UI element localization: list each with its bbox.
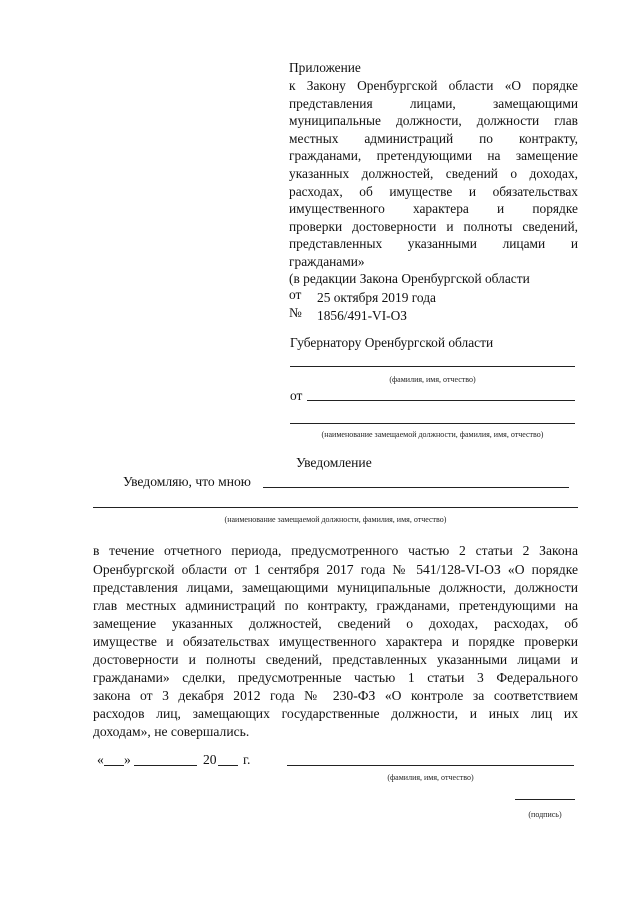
addressee-from-caption: (наименование замещаемой должности, фамилия, имя, отчество) bbox=[321, 430, 544, 439]
appendix-line: гражданами, претендующими на замещение bbox=[289, 148, 578, 164]
notice-body-last-line: доходам», не совершались. bbox=[93, 724, 250, 739]
appendix-line: указанных должностей, сведений о доходах, bbox=[289, 165, 578, 181]
addressee-from-label: от bbox=[290, 388, 303, 403]
date-open-quote: « bbox=[97, 752, 104, 767]
edition-number-prefix: № bbox=[289, 305, 302, 320]
date-year-suffix: г. bbox=[243, 752, 251, 767]
appendix-line: муниципальные должности, должности глав bbox=[289, 113, 578, 129]
date-year-blank bbox=[218, 765, 238, 766]
addressee-to: Губернатору Оренбургской области bbox=[290, 335, 494, 350]
signature-fio-line bbox=[287, 765, 574, 766]
appendix-line: представленных указанными лицами и bbox=[289, 236, 578, 252]
appendix-line: имущественного характера и порядке bbox=[289, 201, 578, 217]
signature-sign-caption: (подпись) bbox=[528, 810, 562, 819]
appendix-line: проверки достоверности и полноты сведений, bbox=[289, 218, 578, 234]
addressee-fio-caption: (фамилия, имя, отчество) bbox=[389, 375, 476, 384]
notice-body-line: расходов лиц, замещающих государственные должности, и иных лиц их bbox=[93, 706, 578, 721]
notice-body-line: имуществе и обязательствах имущественного характера и порядке проверки bbox=[93, 634, 578, 649]
date-close-quote: » bbox=[124, 752, 131, 767]
appendix-title: Приложение bbox=[289, 60, 361, 75]
date-day-blank bbox=[104, 765, 124, 766]
signature-sign-line bbox=[515, 799, 575, 800]
notice-intro-line-1 bbox=[263, 487, 569, 488]
appendix-lines bbox=[289, 77, 578, 271]
notice-heading: Уведомление bbox=[296, 455, 372, 470]
edition-date-prefix: от bbox=[289, 287, 302, 302]
notice-body-line: достоверности и полноты сведений, представленных указанными лицами и bbox=[93, 652, 578, 667]
notice-body-line: представления лицами, замещающими муниципальные должности, должности bbox=[93, 580, 578, 595]
appendix-line: к Закону Оренбургской области «О порядке bbox=[289, 78, 578, 93]
signature-fio-caption: (фамилия, имя, отчество) bbox=[387, 773, 474, 782]
appendix-line: гражданами» bbox=[289, 253, 365, 269]
edition-number-value: 1856/491-VI-ОЗ bbox=[317, 308, 408, 323]
addressee-from-line-2 bbox=[290, 423, 575, 424]
addressee-fio-line bbox=[290, 366, 575, 367]
appendix-line: расходах, об имуществе и обязательствах bbox=[289, 183, 578, 199]
date-month-blank bbox=[134, 765, 197, 766]
notice-body-line: глав местных администраций по контракту, гражданами, претендующими на bbox=[93, 598, 578, 613]
edition-line: (в редакции Закона Оренбургской области bbox=[289, 271, 530, 286]
notice-body-line: гражданами» сделки, предусмотренные частью 1 статьи 3 Федерального bbox=[93, 670, 578, 685]
notice-intro-caption: (наименование замещаемой должности, фамилия, имя, отчество) bbox=[224, 515, 447, 524]
notice-intro-line-2 bbox=[93, 507, 578, 508]
notice-body-line: Оренбургской области от 1 сентября 2017 года № 541/128-VI-ОЗ «О порядке bbox=[93, 562, 578, 577]
notice-body-line: закона от 3 декабря 2012 года № 230-ФЗ «О контроле за соответствием bbox=[93, 688, 578, 703]
notice-body-line: замещение указанных должностей, сведений о доходах, расходах, об bbox=[93, 616, 578, 631]
date-year-prefix: 20 bbox=[203, 752, 217, 767]
notice-body-line: в течение отчетного периода, предусмотренного частью 2 статьи 2 Закона bbox=[93, 543, 578, 558]
edition-date-value: 25 октября 2019 года bbox=[317, 290, 436, 305]
addressee-from-line-1 bbox=[307, 400, 575, 401]
appendix-line: местных администраций по контракту, bbox=[289, 130, 578, 146]
notice-intro: Уведомляю, что мною bbox=[123, 474, 251, 489]
appendix-line: представления лицами, замещающими bbox=[289, 95, 578, 111]
